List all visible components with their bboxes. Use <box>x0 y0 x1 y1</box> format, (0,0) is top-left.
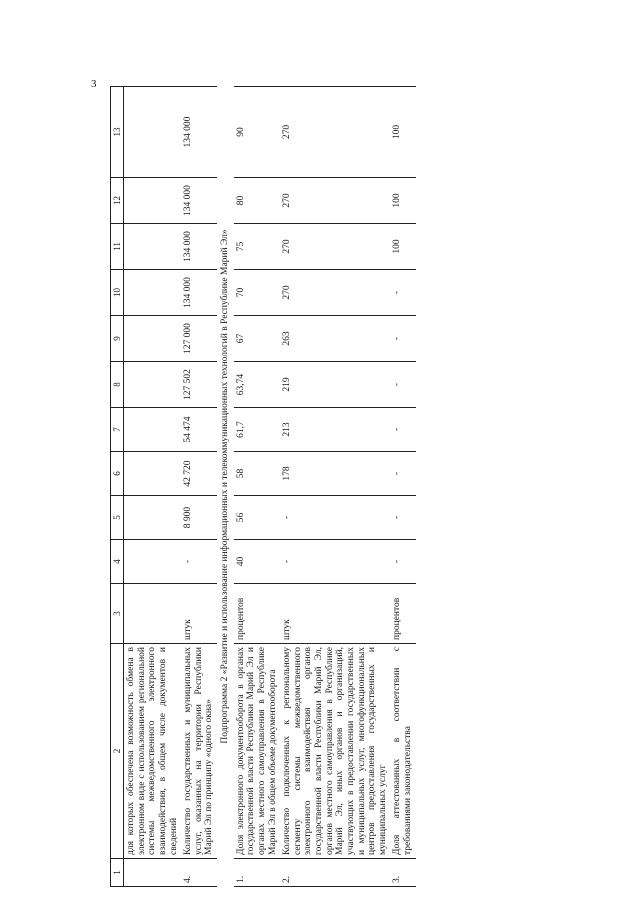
value-cell: 127 000 <box>181 316 217 362</box>
value-cell: 100 <box>390 87 415 178</box>
row-number: 3. <box>390 859 415 887</box>
col-number: 3 <box>111 584 124 644</box>
value-cell: 270 <box>280 178 390 224</box>
col-number: 1 <box>111 859 124 887</box>
value-cell: 213 <box>280 408 390 452</box>
unit-cell: штук <box>280 584 390 644</box>
table-row <box>280 87 390 887</box>
value-cell: 178 <box>280 452 390 496</box>
indicator-name: Количество государственных и муниципальных услуг, оказанных на территории Республики Марий Эл по принципу «одного окна» <box>181 644 217 859</box>
table-row <box>124 87 182 887</box>
value-cell: 219 <box>280 362 390 408</box>
table-row <box>390 87 415 887</box>
row-number: 2. <box>280 859 390 887</box>
value-cell: 100 <box>390 224 415 270</box>
value-cell: 58 <box>234 452 281 496</box>
col-number: 13 <box>111 87 124 178</box>
value-cell: 270 <box>280 87 390 178</box>
col-number: 12 <box>111 178 124 224</box>
page-number: 3 <box>91 78 97 90</box>
row-number: 1. <box>234 859 281 887</box>
value-cell: 270 <box>280 270 390 316</box>
col-number: 10 <box>111 270 124 316</box>
value-cell: 70 <box>234 270 281 316</box>
unit-cell: процентов <box>390 584 415 644</box>
col-number: 2 <box>111 644 124 859</box>
value-cell: - <box>390 316 415 362</box>
indicators-table <box>110 86 416 887</box>
indicator-name: для которых обеспечена возможность обмена в электронном виде с использованием региональной системы межведомственного электронного взаимодействия, в общем числе документов и сведений <box>124 644 182 859</box>
table-row <box>181 87 217 887</box>
value-cell: 134 000 <box>181 87 217 178</box>
unit-cell: штук <box>181 584 217 644</box>
value-cell: 127 502 <box>181 362 217 408</box>
col-number: 4 <box>111 540 124 584</box>
col-number: 8 <box>111 362 124 408</box>
value-cell: 61,7 <box>234 408 281 452</box>
value-cell: 270 <box>280 224 390 270</box>
value-cell: 40 <box>234 540 281 584</box>
col-number: 5 <box>111 496 124 540</box>
value-cell: 90 <box>234 87 281 178</box>
value-cell: - <box>390 496 415 540</box>
value-cell: - <box>390 362 415 408</box>
value-cell: 63,74 <box>234 362 281 408</box>
value-cell: 100 <box>390 178 415 224</box>
rotated-table-container <box>110 87 580 887</box>
value-cell: 80 <box>234 178 281 224</box>
col-number: 11 <box>111 224 124 270</box>
value-cell: 75 <box>234 224 281 270</box>
value-cell: 42 720 <box>181 452 217 496</box>
value-cell: - <box>181 540 217 584</box>
column-number-row <box>111 87 124 887</box>
value-cell: - <box>390 270 415 316</box>
value-cell: - <box>280 496 390 540</box>
value-cell: - <box>280 540 390 584</box>
indicator-name: Количество подключенных к региональному сегменту системы межведомственного электронного взаимодействия органов государственной власти Республики Марий Эл, органов местного самоуправления в Республике Марий Эл, иных органов и организаций, участвующих в предоставлении государственных и муниципальных услуг, многофункциональных центров предоставления государственных и муниципальных услуг <box>280 644 390 859</box>
col-number: 7 <box>111 408 124 452</box>
table-row <box>234 87 281 887</box>
value-cell: 134 000 <box>181 178 217 224</box>
unit-cell: процентов <box>234 584 281 644</box>
indicator-name: Доля аттестованных в соответствии с требованиями законодательства <box>390 644 415 859</box>
value-cell: 8 900 <box>181 496 217 540</box>
value-cell: 56 <box>234 496 281 540</box>
row-number: 4. <box>181 859 217 887</box>
value-cell: - <box>390 452 415 496</box>
indicator-name: Доля электронного документооборота в органах государственной власти Республики Марий Эл и органах местного самоуправления в Республике Марий Эл в общем объеме документооборота <box>234 644 281 859</box>
value-cell: 263 <box>280 316 390 362</box>
value-cell: 134 000 <box>181 224 217 270</box>
value-cell: 54 474 <box>181 408 217 452</box>
subprogram-title: Подпрограмма 2 «Развитие и использование информационных и телекоммуникационных технологий в Республике Марий Эл» <box>220 229 231 744</box>
value-cell: - <box>390 408 415 452</box>
subprogram-row <box>217 87 234 887</box>
col-number: 6 <box>111 452 124 496</box>
value-cell: - <box>390 540 415 584</box>
value-cell: 134 000 <box>181 270 217 316</box>
value-cell: 67 <box>234 316 281 362</box>
col-number: 9 <box>111 316 124 362</box>
